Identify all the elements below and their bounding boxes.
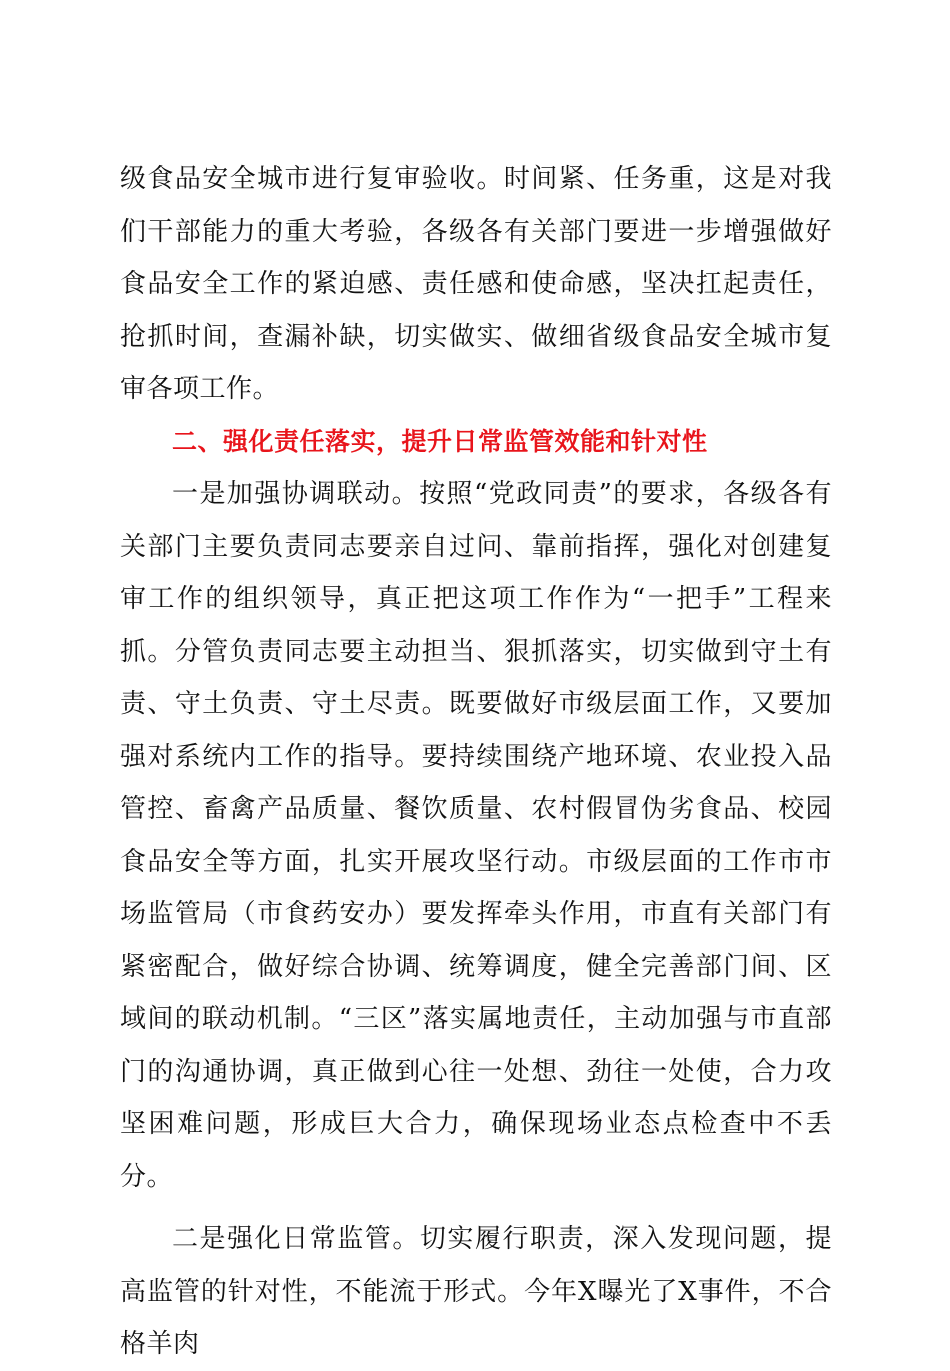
section-heading: 二、强化责任落实，提升日常监管效能和针对性: [172, 426, 708, 456]
paragraph-continuation: 级食品安全城市进行复审验收。时间紧、任务重，这是对我们干部能力的重大考验，各级各有关部门要进一步增强做好食品安全工作的紧迫感、责任感和使命感，坚决扛起责任，抢抓时间，查漏补缺，切实做实、做细省级食品安全城市复审各项工作。: [120, 164, 832, 404]
paragraph-supervision: 二是强化日常监管。切实履行职责，深入发现问题，提高监管的针对性，不能流于形式。今年X曝光了X事件，不合格羊肉: [120, 1224, 832, 1359]
paragraph-gap: [120, 1203, 832, 1213]
document-page: [120, 153, 832, 1371]
paragraph-coordination: 一是加强协调联动。按照“党政同责”的要求，各级各有关部门主要负责同志要亲自过问、靠前指挥，强化对创建复审工作的组织领导，真正把这项工作作为“一把手”工程来抓。分管负责同志要主动担当、狠抓落实，切实做到守土有责、守土负责、守土尽责。既要做好市级层面工作，又要加强对系统内工作的指导。要持续围绕产地环境、农业投入品管控、畜禽产品质量、餐饮质量、农村假冒伪劣食品、校园食品安全等方面，扎实开展攻坚行动。市级层面的工作市市场监管局（市食药安办）要发挥牵头作用，市直有关部门有紧密配合，做好综合协调、统筹调度，健全完善部门间、区域间的联动机制。“三区”落实属地责任，主动加强与市直部门的沟通协调，真正做到心往一处想、劲往一处使，合力攻坚困难问题，形成巨大合力，确保现场业态点检查中不丢分。: [120, 479, 832, 1192]
